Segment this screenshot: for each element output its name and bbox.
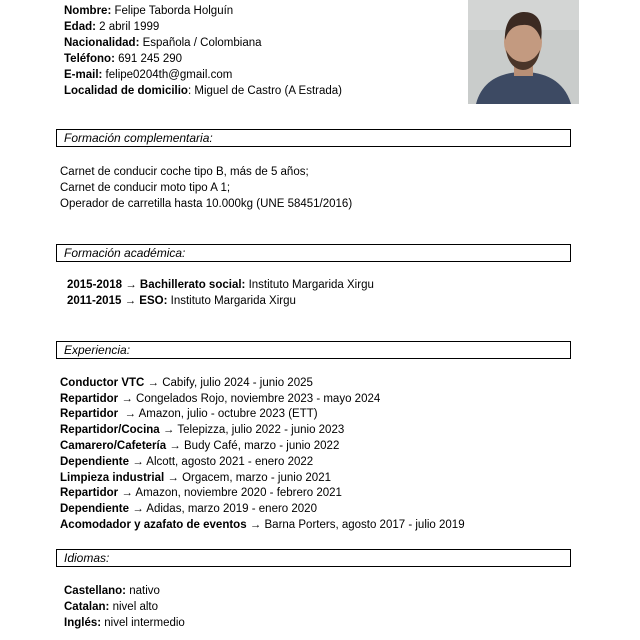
section-header-academica: Formación académica:	[56, 244, 571, 262]
info-edad: Edad: 2 abril 1999	[64, 21, 160, 33]
experience-item: Camarero/Cafetería → Budy Café, marzo - junio 2022	[60, 440, 340, 452]
section-header-idiomas: Idiomas:	[56, 549, 571, 567]
experience-item: Conductor VTC → Cabify, julio 2024 - junio 2025	[60, 377, 313, 389]
info-telefono: Teléfono: 691 245 290	[64, 53, 183, 65]
language-item: Catalan: nivel alto	[64, 601, 158, 613]
profile-photo	[468, 0, 579, 104]
language-item: Inglés: nivel intermedio	[64, 617, 185, 629]
experience-item: Repartidor → Congelados Rojo, noviembre 2023 - mayo 2024	[60, 393, 381, 405]
info-localidad: Localidad de domicilio: Miguel de Castro (A Estrada)	[64, 85, 343, 97]
section-header-experiencia: Experiencia:	[56, 341, 571, 359]
experience-item: Acomodador y azafato de eventos → Barna Porters, agosto 2017 - julio 2019	[60, 519, 465, 531]
experience-item: Repartidor → Amazon, noviembre 2020 - febrero 2021	[60, 487, 342, 499]
info-nacionalidad: Nacionalidad: Española / Colombiana	[64, 37, 262, 49]
education-item: 2011-2015 → ESO: Instituto Margarida Xirgu	[67, 295, 296, 307]
list-item: Carnet de conducir moto tipo A 1;	[60, 182, 231, 194]
language-item: Castellano: nativo	[64, 585, 160, 597]
experience-item: Repartidor → Amazon, julio - octubre 2023 (ETT)	[60, 408, 318, 420]
section-header-complementaria: Formación complementaria:	[56, 129, 571, 147]
info-nombre: Nombre: Felipe Taborda Holguín	[64, 5, 234, 17]
info-email: E-mail: felipe0204th@gmail.com	[64, 69, 233, 81]
list-item: Carnet de conducir coche tipo B, más de 5 años;	[60, 166, 309, 178]
experience-item: Repartidor/Cocina → Telepizza, julio 2022 - junio 2023	[60, 424, 345, 436]
experience-item: Dependiente → Alcott, agosto 2021 - enero 2022	[60, 456, 314, 468]
education-item: 2015-2018 → Bachillerato social: Instituto Margarida Xirgu	[67, 279, 374, 291]
experience-item: Limpieza industrial → Orgacem, marzo - junio 2021	[60, 472, 331, 484]
experience-item: Dependiente → Adidas, marzo 2019 - enero 2020	[60, 503, 317, 515]
list-item: Operador de carretilla hasta 10.000kg (UNE 58451/2016)	[60, 198, 353, 210]
person-portrait-icon	[468, 0, 579, 104]
